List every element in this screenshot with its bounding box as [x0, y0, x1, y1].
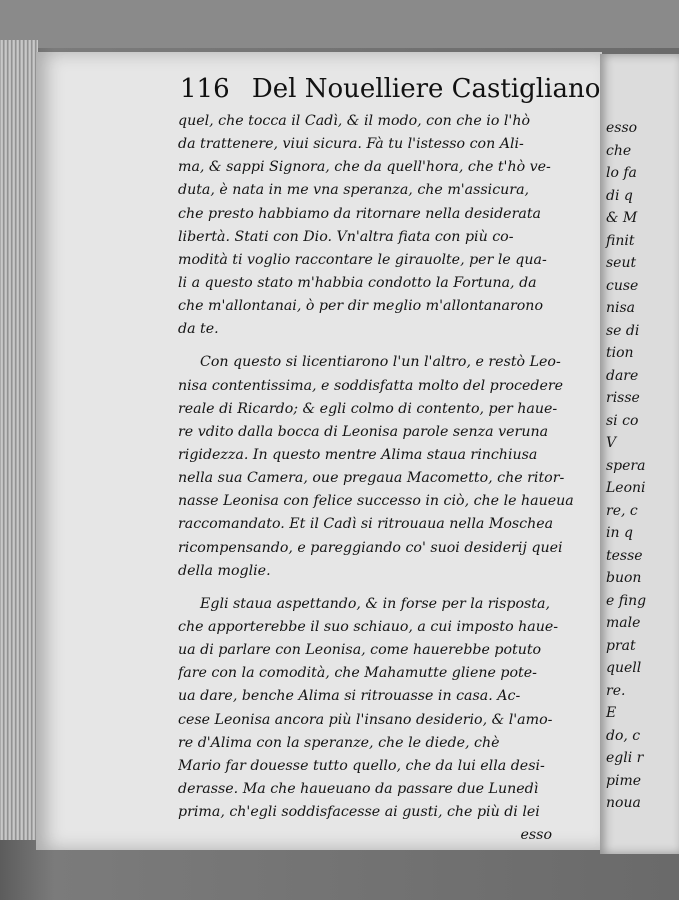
facing-line: che [606, 142, 632, 159]
facing-line: E [606, 705, 617, 721]
running-title: Del Nouelliere Castigliano [251, 74, 601, 104]
facing-line: egli r [606, 750, 644, 766]
text-line: Egli staua aspettando, & in forse per la risposta, [200, 595, 550, 612]
facing-line: do, c [606, 727, 641, 744]
text-line: li a questo stato m'habbia condotto la Fortuna, da [178, 274, 537, 291]
facing-page-text [600, 120, 679, 818]
text-line: raccomandato. Et il Cadì si ritrouaua nella Moschea [178, 516, 554, 533]
text-line: ricompensando, e pareggiando co' suoi desiderij quei [178, 539, 563, 556]
catchword: esso [520, 827, 552, 844]
text-line: cese Leonisa ancora più l'insano desiderio, & l'amo- [178, 711, 553, 728]
facing-line: di q [606, 187, 633, 204]
text-line: duta, è nata in me vna speranza, che m'assicura, [178, 182, 530, 199]
facing-line: esso [606, 120, 638, 136]
text-line: della moglie. [178, 562, 271, 579]
text-line: re d'Alima con la speranze, che le diede, chè [178, 734, 500, 751]
text-line: da trattenere, viui sicura. Fà tu l'istesso con Ali- [178, 136, 524, 153]
paragraph-gap [178, 583, 590, 593]
facing-line: V [606, 435, 617, 451]
text-line: rigidezza. In questo mentre Alima staua rinchiusa [178, 446, 538, 463]
text-line: ua dare, benche Alima si ritrouasse in casa. Ac- [178, 688, 521, 705]
text-line: che apporterebbe il suo schiauo, a cui imposto haue- [178, 618, 559, 635]
facing-line: prat [606, 637, 636, 654]
page-number: 116 [180, 74, 230, 104]
text-line: quel, che tocca il Cadì, & il modo, con che io l'hò [178, 113, 530, 129]
paragraph-2 [178, 351, 590, 582]
facing-line: pime [606, 772, 641, 789]
text-line: Mario far douesse tutto quello, che da lui ella desi- [178, 757, 545, 774]
text-line: fare con la comodità, che Mahamutte gliene pote- [178, 665, 537, 682]
facing-line: re. [606, 682, 626, 699]
text-line: ma, & sappi Signora, che da quell'hora, che t'hò ve- [178, 159, 551, 176]
facing-line: risse [606, 390, 640, 406]
facing-line: noua [606, 795, 641, 811]
text-line: che m'allontanai, ò per dir meglio m'allontanarono [178, 298, 543, 315]
scanner-top-strip [0, 0, 679, 48]
facing-line: tion [606, 345, 634, 361]
text-line: modità ti voglio raccontare le girauolte, per le qua- [178, 251, 547, 268]
text-line: reale di Ricardo; & egli colmo di contento, per haue- [178, 400, 558, 417]
facing-line: in q [606, 525, 633, 541]
paragraph-1 [178, 110, 590, 341]
facing-line: Leoni [606, 480, 646, 496]
text-line: re vdito dalla bocca di Leonisa parole senza veruna [178, 423, 549, 440]
facing-line: seut [606, 255, 637, 271]
facing-line: finit [606, 232, 635, 249]
text-line: nella sua Camera, oue pregaua Macometto, che ritor- [178, 470, 565, 487]
facing-line: cuse [606, 277, 639, 294]
facing-line: dare [606, 367, 639, 384]
book-page-edges [0, 40, 38, 840]
facing-line: re, c [606, 502, 638, 519]
facing-line: e fing [606, 592, 647, 609]
text-line: ua di parlare con Leonisa, come hauerebbe potuto [178, 642, 542, 659]
facing-line: si co [606, 412, 639, 429]
facing-line: se di [606, 322, 640, 339]
facing-line: lo fa [606, 165, 637, 181]
text-line: che presto habbiamo da ritornare nella desiderata [178, 205, 541, 222]
text-line: Con questo si licentiarono l'un l'altro, e restò Leo- [200, 354, 561, 371]
facing-line: tesse [606, 547, 643, 564]
facing-line: & M [606, 210, 638, 226]
page-header [180, 74, 601, 114]
paragraph-gap [178, 341, 590, 351]
facing-line: spera [606, 457, 646, 474]
text-line: da te. [178, 321, 219, 338]
facing-line: quell [606, 660, 642, 676]
text-line: nisa contentissima, e soddisfatta molto del procedere [178, 377, 564, 394]
body-text [178, 110, 590, 847]
facing-line: male [606, 615, 641, 631]
text-line: prima, ch'egli soddisfacesse ai gusti, che più di lei [178, 804, 540, 821]
text-line: libertà. Stati con Dio. Vn'altra fiata con più co- [178, 228, 514, 245]
facing-line: nisa [606, 300, 636, 316]
facing-page [600, 54, 679, 854]
text-line: nasse Leonisa con felice successo in ciò, che le haueua [178, 493, 574, 510]
text-line: derasse. Ma che haueuano da passare due Lunedì [178, 780, 539, 797]
paragraph-3 [178, 593, 590, 824]
facing-line: buon [606, 570, 642, 586]
